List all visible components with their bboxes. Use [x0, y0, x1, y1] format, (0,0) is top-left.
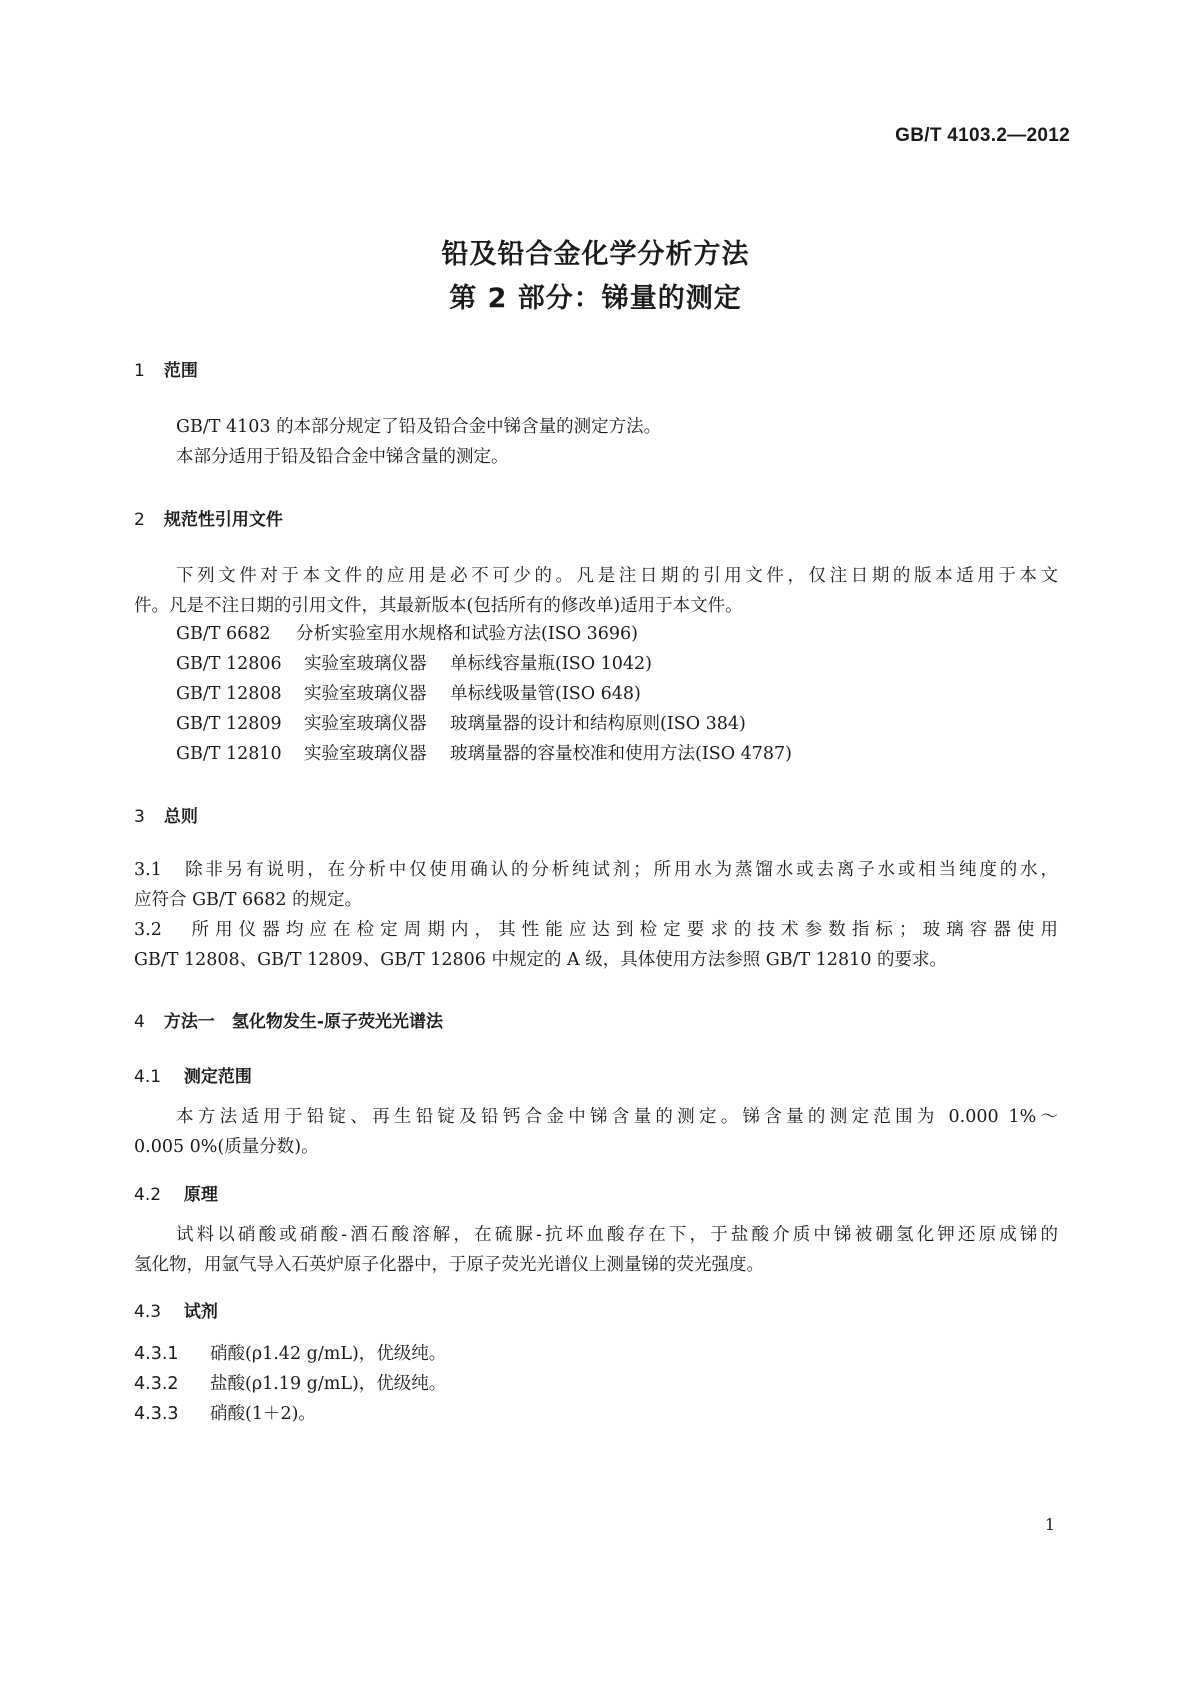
section-4-1-heading: [134, 1062, 252, 1087]
item-number: 4.3.3: [134, 1404, 179, 1424]
paragraph: 氢化物，用氩气导入石英炉原子化器中，于原子荧光光谱仪上测量锑的荧光强度。: [134, 1255, 764, 1275]
section-title: 总则: [163, 807, 198, 827]
section-2-heading: [134, 505, 283, 530]
paragraph: 件。凡是不注日期的引用文件，其最新版本(包括所有的修改单)适用于本文件。: [134, 596, 743, 616]
paragraph: GB/T 4103 的本部分规定了铅及铅合金中锑含量的测定方法。: [176, 417, 662, 437]
reagent-item: [134, 1400, 316, 1425]
section-number: 4: [134, 1012, 145, 1032]
section-number: 4.2: [134, 1185, 162, 1205]
reference-code: GB/T 12810: [176, 744, 282, 764]
reference-subtitle: 玻璃量器的设计和结构原则(ISO 384): [450, 714, 746, 734]
clause-3-2-cont: GB/T 12808、GB/T 12809、GB/T 12806 中规定的 A 级，具体使用方法参照 GB/T 12810 的要求。: [134, 950, 948, 970]
reference-item: [176, 680, 641, 705]
section-4-2-heading: [134, 1180, 218, 1205]
item-text: 硝酸(ρ1.42 g/mL)，优级纯。: [210, 1344, 447, 1364]
section-title: 试剂: [183, 1302, 218, 1322]
reference-title: 分析实验室用水规格和试验方法(ISO 3696): [296, 624, 639, 644]
section-number: 2: [134, 510, 145, 530]
reference-title: 实验室玻璃仪器: [304, 684, 427, 704]
document-subtitle: 第 2 部分：锑量的测定: [449, 283, 742, 314]
paragraph: 下列文件对于本文件的应用是必不可少的。凡是注日期的引用文件，仅注日期的版本适用于本文: [176, 566, 1058, 586]
reference-subtitle: 单标线容量瓶(ISO 1042): [450, 654, 653, 674]
reference-subtitle: 玻璃量器的容量校准和使用方法(ISO 4787): [450, 744, 793, 764]
reference-code: GB/T 12808: [176, 684, 282, 704]
section-number: 4.3: [134, 1302, 162, 1322]
item-number: 4.3.1: [134, 1344, 179, 1364]
section-4-3-heading: [134, 1297, 218, 1322]
reference-code: GB/T 12806: [176, 654, 282, 674]
section-title: 原理: [183, 1185, 218, 1205]
document-title: 铅及铅合金化学分析方法: [441, 239, 750, 270]
section-number: 4.1: [134, 1067, 162, 1087]
reagent-item: [134, 1340, 446, 1365]
section-title: 测定范围: [183, 1067, 252, 1087]
reference-item: [176, 740, 792, 765]
section-title: 方法一 氢化物发生-原子荧光光谱法: [163, 1012, 443, 1032]
section-3-heading: [134, 802, 198, 827]
reference-code: GB/T 6682: [176, 624, 271, 644]
section-title: 规范性引用文件: [163, 510, 283, 530]
reference-item: [176, 650, 652, 675]
reference-title: 实验室玻璃仪器: [304, 714, 427, 734]
section-4-heading: [134, 1007, 443, 1032]
section-number: 3: [134, 807, 145, 827]
paragraph: 本部分适用于铅及铅合金中锑含量的测定。: [176, 447, 509, 467]
section-number: 1: [134, 361, 145, 381]
paragraph: 本方法适用于铅锭、再生铅锭及铅钙合金中锑含量的测定。锑含量的测定范围为 0.000 1%～: [176, 1107, 1058, 1127]
clause-3-1: 3.1 除非另有说明，在分析中仅使用确认的分析纯试剂；所用水为蒸馏水或去离子水或相当纯度的水，: [134, 860, 1058, 880]
standard-code: GB/T 4103.2—2012: [895, 125, 1070, 146]
section-title: 范围: [163, 361, 198, 381]
reference-title: 实验室玻璃仪器: [304, 654, 427, 674]
reference-title: 实验室玻璃仪器: [304, 744, 427, 764]
reagent-item: [134, 1370, 446, 1395]
reference-code: GB/T 12809: [176, 714, 282, 734]
item-text: 盐酸(ρ1.19 g/mL)，优级纯。: [210, 1374, 447, 1394]
clause-3-1-cont: 应符合 GB/T 6682 的规定。: [134, 890, 363, 910]
reference-item: [176, 710, 746, 735]
item-number: 4.3.2: [134, 1374, 179, 1394]
item-text: 硝酸(1＋2)。: [210, 1404, 316, 1424]
section-1-heading: [134, 356, 198, 381]
paragraph: 试料以硝酸或硝酸-酒石酸溶解，在硫脲-抗坏血酸存在下，于盐酸介质中锑被硼氢化钾还原成锑的: [176, 1225, 1058, 1245]
reference-subtitle: 单标线吸量管(ISO 648): [450, 684, 641, 704]
paragraph: 0.005 0%(质量分数)。: [134, 1137, 319, 1157]
reference-item: [176, 620, 638, 645]
page-number: 1: [1044, 1515, 1055, 1534]
clause-3-2: 3.2 所用仪器均应在检定周期内，其性能应达到检定要求的技术参数指标；玻璃容器使用: [134, 920, 1058, 940]
